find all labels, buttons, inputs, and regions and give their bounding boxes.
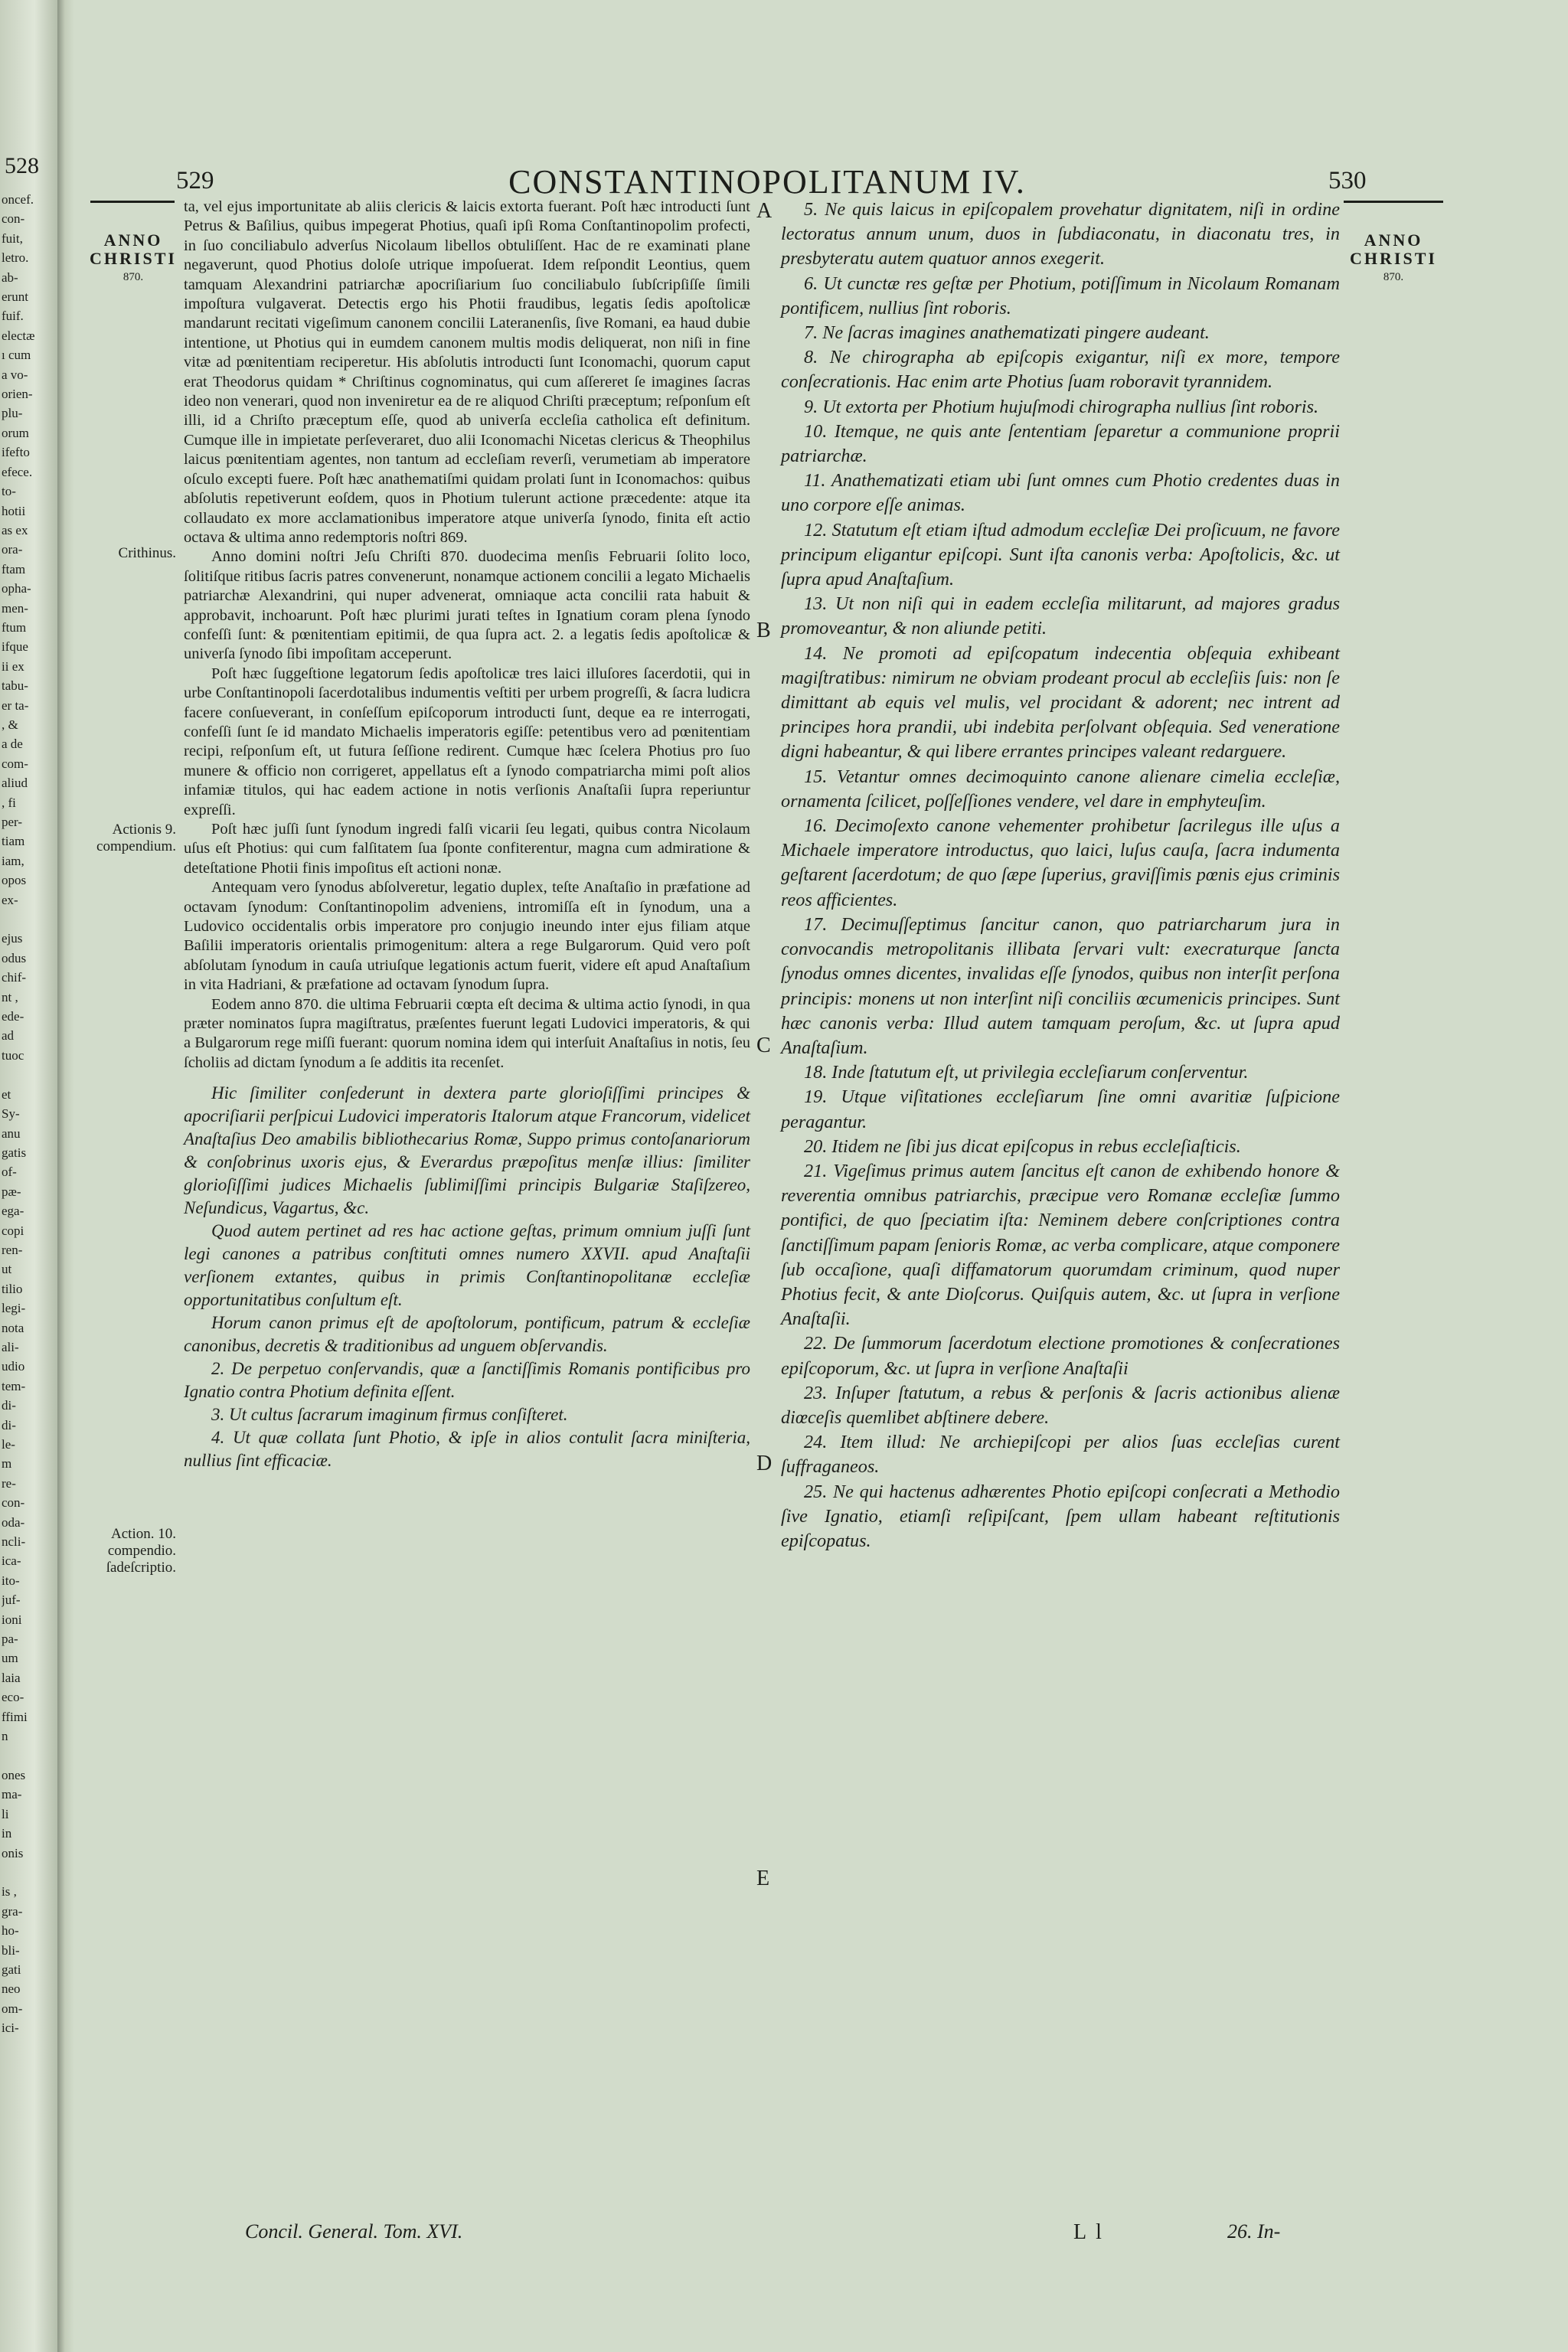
gutter-fragment: ut <box>2 1262 12 1277</box>
left-latin-paragraph: 3. Ut cultus ſacrarum imaginum firmus conſiſteret. <box>211 1405 568 1425</box>
gutter-fragment: letro. <box>2 250 29 266</box>
gutter-fragment: opos <box>2 873 27 888</box>
gutter-fragment: aliud <box>2 776 28 791</box>
gutter-fragment: ho- <box>2 1923 19 1939</box>
gutter-fragment: opha- <box>2 581 31 596</box>
gutter-fragment: ora- <box>2 542 23 557</box>
canon-paragraph: 11. Anathematizati etiam ubi ſunt omnes cum Photio credentes duas in uno corpore eſſe animas. <box>781 470 1340 516</box>
gutter-fragment: ab- <box>2 270 18 285</box>
gutter-fragment: orum <box>2 425 29 440</box>
gutter-fragment: udio <box>2 1359 25 1374</box>
gutter-fragment: ftum <box>2 619 27 635</box>
gutter-fragment: ones <box>2 1767 26 1782</box>
gutter-fragment: nt , <box>2 989 18 1004</box>
gutter-fragment: gati <box>2 1962 21 1977</box>
gutter-fragment: tem- <box>2 1378 26 1393</box>
canon-paragraph: 22. De ſummorum ſacerdotum electione promotiones & conſecrationes epiſcoporum, &c. ut ſupra in verſione Anaſtaſii <box>781 1333 1340 1379</box>
previous-page-gutter <box>0 0 57 2352</box>
gutter-fragment: pæ- <box>2 1184 21 1199</box>
canon-paragraph: 23. Inſuper ſtatutum, a rebus & perſonis & ſacris actionibus alienæ diœceſis quemlibet abſtinere debere. <box>781 1382 1340 1428</box>
canon-paragraph: 9. Ut extorta per Photium hujuſmodi chirographa nullius ſint roboris. <box>804 396 1319 417</box>
gutter-fragment: nota <box>2 1320 24 1335</box>
gutter-fragment: as ex <box>2 522 28 537</box>
canon-paragraph: 21. Vigeſimus primus autem ſancitus eſt canon de exhibendo honore & reverentia omnibus patriarchis, præcipue vero Romanæ eccleſiæ ſummo pontifici, de quo ſpeciatim iſta: Neminem debere conſcriptiones contra ſanctiſſimum papam ſenioris Romæ, ac verba complicare, atque componere ſub occaſione, quaſi diffamatorum quorumdam criminum, quod nuper Photius fecit, & ante Dioſcorus. Quiſquis autem, &c. ut ſupra in verſione Anaſtaſii. <box>781 1160 1340 1330</box>
gutter-fragment: oda- <box>2 1514 25 1530</box>
gutter-fragment: in <box>2 1826 12 1841</box>
gutter-fragment: ftam <box>2 561 26 577</box>
gutter-fragment: ifque <box>2 639 28 655</box>
left-latin-paragraph: 4. Ut quæ collata ſunt Photio, & ipſe in alios contulit ſacra miniſteria, nullius ſint efficaciæ. <box>184 1428 750 1471</box>
gutter-fragment: oncef. <box>2 192 34 207</box>
section-letter-e: E <box>756 1867 770 1890</box>
canon-paragraph: 25. Ne qui hactenus adhærentes Photio epiſcopi conſecrati a Methodio ſive Ignatio, etiamſi reſipiſcant, ſpem ullam habeant reſtitutionis epiſcopatus. <box>781 1481 1340 1551</box>
canon-paragraph: 15. Vetantur omnes decimoquinto canone alienare cimelia eccleſiæ, ornamenta ſcilicet, poſſeſſiones vendere, vel dare in emphyteuſim. <box>781 766 1340 812</box>
gutter-fragment: of- <box>2 1165 17 1180</box>
gutter-fragment: ioni <box>2 1612 22 1627</box>
gutter-fragment: ad <box>2 1028 15 1044</box>
gutter-fragment: eco- <box>2 1690 24 1705</box>
gutter-fragment: legi- <box>2 1301 26 1316</box>
gutter-fragment: fuit, <box>2 230 23 246</box>
gutter-fragment: ii ex <box>2 658 24 674</box>
gutter-fragment: is , <box>2 1884 17 1900</box>
right-text-column <box>781 198 1340 2265</box>
left-paragraph: Poſt hæc ſuggeſtione legatorum ſedis apoſtolicæ tres laici illuſores ſacerdotii, qui in urbe Conſtantinopoli ſacerdotalibus indumentis veſtiti per urbem progreſſi, & ſacra ludicra facere conſueverant, in conſeſſum epiſcoporum introducti ſunt, deque ea re interrogati, confeſſi ſunt ſe id mandato Michaelis imperatoris egiſſe: petentibus vero ad pœnitentiam recipi, reſponſum eſt, ut futura ſeſſione redirent. Cumque hæc ſcelera Photius pro ſuo munere & officio non corrigeret, appellatus eſt a ſynodo compatriarcha mimi poſt alios infamiæ titulos, qui hac eadem actione in notis verſionis Anaſtaſii ſupra reperiuntur expreſſi. <box>184 665 750 818</box>
canon-paragraph: 17. Decimuſſeptimus ſancitur canon, quo patriarcharum jura in convocandis metropolitanis illibata ſervari vult: execraturque ſancta ſynodus omnes dicentes, invalidas eſſe ſynodos, quibus non interſit perſona principis: monens ut non interſint niſi conciliis œcumenicis principes. Sunt hæc canonis verba: Illud autem tamquam peroſum, &c. ut ſupra apud Anaſtaſium. <box>781 913 1340 1058</box>
canon-paragraph: 10. Itemque, ne quis ante ſententiam ſeparetur a communione proprii patriarchæ. <box>781 420 1340 467</box>
gutter-fragment: le- <box>2 1437 15 1452</box>
canon-paragraph: 7. Ne ſacras imagines anathematizati pingere audeant. <box>804 322 1210 344</box>
anno-christi-left: ANNO CHRISTI 870. <box>90 230 177 283</box>
left-latin-paragraph: Hic ſimiliter conſederunt in dextera parte glorioſiſſimi principes & apocriſiarii perſpicui Ludovici imperatoris Italorum atque Francorum, videlicet Anaſtaſius Deo amabilis bibliothecarius Romæ, Suppo primus contoſanariorum & conſobrinus uxoris ejus, & Everardus præpoſitus menſæ illius: ſimiliter glorioſiſſimi judices Michaelis ſublimiſſimi principis Bulgariæ Staſiſzereo, Neſundicus, Vagartus, &c. <box>184 1083 750 1218</box>
gutter-fragment <box>2 910 57 929</box>
gutter-fragment: re- <box>2 1475 16 1491</box>
gutter-fragment: chif- <box>2 970 27 985</box>
gutter-fragment: iam, <box>2 853 24 868</box>
gutter-fragment: gra- <box>2 1903 23 1919</box>
gutter-fragment <box>2 1863 57 1882</box>
book-fold-shadow <box>57 0 74 2352</box>
right-page-number: 530 <box>1328 167 1367 194</box>
gutter-fragment: laia <box>2 1670 21 1685</box>
canon-paragraph: 24. Item illud: Ne archiepiſcopi per alios ſuas eccleſias curent ſuffraganeos. <box>781 1432 1340 1478</box>
left-paragraph: Anno domini noſtri Jeſu Chriſti 870. duodecima menſis Februarii ſolito loco, ſolitiſque ritibus ſacris patres convenerunt, nonamque actionem concilii a legato Michaelis patriarchæ Alexandrini, qui nuper advenerat, omniaque acta concilii rata habuit & approbavit, inchoarunt. Poſt hæc plurimi jurati teſtes in Ignatium coram plena ſynodo confeſſi ſunt: & pœnitentiam epitimii, de qua ſupra act. 2. a legatis ſedis apoſtolicæ & univerſa ſynodo ſibi impoſitam acceperunt. <box>184 548 750 663</box>
gutter-fragment: orien- <box>2 387 33 402</box>
gutter-fragment: men- <box>2 600 28 616</box>
footer-volume-reference: Concil. General. Tom. XVI. <box>245 2220 463 2243</box>
canon-paragraph: 16. Decimoſexto canone vehementer prohibetur ſacrilegus ille uſus a Michaele imperatore introductus, quo laici, luſus cauſa, ſacra indumenta geſtarent ſacerdotum; de quo ſæpe ſuperius, graviſſimis pœnis ejus criminis reos afficientes. <box>781 815 1340 910</box>
gutter-text-fragments <box>2 190 57 2038</box>
canon-paragraph: 14. Ne promoti ad epiſcopatum indecentia obſequia exhibeant magiſtratibus: nimirum ne obviam prodeant procul ab eccleſiis ſuis: non ſe dimittant ab equis vel mulis, vel procidant & adorent; nec intrent ad principes hora prandii, ubi indebita perſolvant obſequia. Sed veneratione digni habeantur, & qui libere errantes principes valeant redarguere. <box>781 642 1340 763</box>
canon-paragraph: 5. Ne quis laicus in epiſcopalem provehatur dignitatem, niſi in ordine lectoratus annum unum, duos in ſubdiaconatu, in diaconatu tres, in presbyteratu autem quatuor annos exegerit. <box>781 199 1340 270</box>
gutter-fragment: tabu- <box>2 678 28 694</box>
gutter-fragment: anu <box>2 1125 21 1141</box>
gutter-fragment: , & <box>2 717 18 732</box>
gutter-fragment: ica- <box>2 1553 21 1569</box>
gutter-fragment: ffimi <box>2 1709 28 1724</box>
left-paragraph: Antequam vero ſynodus abſolveretur, legatio duplex, teſte Anaſtaſio in præfatione ad octavam ſynodum: Conſtantinopolim adveniens, intromiſſa eſt in ſynodum, una a Ludovico occidentalis orbis imperatore pro conjugio ineundo inter ejus filiam atque Baſilii imperatoris orientalis primogenitum: altera a rege Bulgarorum. Quid vero poſt abſolutam ſynodum in cauſa utriuſque legationis actum fuerit, videre eſt apud Anaſtaſium in vita Hadriani, & præfatione ad octavam ſynodum ſupra. <box>184 879 750 994</box>
gutter-fragment <box>2 1746 57 1766</box>
gutter-fragment <box>2 1065 57 1084</box>
section-letter-d: D <box>756 1452 773 1475</box>
gutter-fragment: a vo- <box>2 367 28 382</box>
left-paragraph: Eodem anno 870. die ultima Februarii cœpta eſt decima & ultima actio ſynodi, in qua præter nominatos ſupra magiſtratus, præſentes fuerunt legati Ludovici imperatoris, & qui a Bulgarorum rege miſſi fuerant: quorum nomina idem qui interſuit Anaſtaſius in notis, ſeu ſcholiis ad dictam ſynodum a ſe additis ita recenſet. <box>184 995 750 1071</box>
previous-page-number: 528 <box>5 153 39 178</box>
left-latin-paragraph: 2. De perpetuo conſervandis, quæ a ſanctiſſimis Romanis pontificibus pro Ignatio contra Photium definita eſſent. <box>184 1359 750 1402</box>
gutter-fragment: di- <box>2 1417 16 1432</box>
canon-paragraph: 19. Utque viſitationes eccleſiarum ſine omni avaritiæ ſuſpicione peragantur. <box>781 1086 1340 1132</box>
gutter-fragment: li <box>2 1806 9 1821</box>
gutter-fragment: efece. <box>2 464 33 479</box>
gutter-fragment: Sy- <box>2 1106 20 1122</box>
canon-paragraph: 18. Inde ſtatutum eſt, ut privilegia eccleſiarum conſerventur. <box>804 1062 1249 1083</box>
gutter-fragment: hotii <box>2 503 26 518</box>
gutter-fragment: n <box>2 1729 8 1744</box>
gutter-fragment: pa- <box>2 1632 18 1647</box>
gutter-fragment: plu- <box>2 406 23 421</box>
gutter-fragment: to- <box>2 484 16 499</box>
footer-signature-mark: L l <box>1073 2220 1104 2244</box>
side-note-actio-9: Actionis 9. compendium. <box>96 822 176 854</box>
left-latin-paragraph: Quod autem pertinet ad res hac actione geſtas, primum omnium juſſi ſunt legi canones a patribus conſtituti omnes numero XXVII. apud Anaſtaſii verſionem extantes, quibus in primis Conſtantinopolitanæ eccleſiæ opportunitatibus conſultum eſt. <box>184 1221 750 1310</box>
gutter-fragment: con- <box>2 1495 25 1511</box>
side-note-crithinus: Crithinus. <box>118 545 176 561</box>
gutter-fragment: neo <box>2 1981 21 1997</box>
gutter-fragment: per- <box>2 815 23 829</box>
canon-paragraph: 20. Itidem ne ſibi jus dicat epiſcopus in rebus eccleſiaſticis. <box>804 1135 1241 1157</box>
gutter-fragment: ici- <box>2 2020 19 2036</box>
gutter-fragment: com- <box>2 756 28 771</box>
gutter-fragment: et <box>2 1086 11 1102</box>
gutter-fragment: electæ <box>2 328 35 343</box>
gutter-fragment: ito- <box>2 1573 20 1588</box>
left-paragraph: Poſt hæc juſſi ſunt ſynodum ingredi falſi vicarii ſeu legati, quibus contra Nicolaum uſus eſt Photius: qui cum falſitatem ſua ſponte confiterentur, magna cum admiratione & deteſtatione Photii finis impoſitus eſt actioni nonæ. <box>184 821 750 877</box>
anno-christi-right: ANNO CHRISTI 870. <box>1350 230 1437 283</box>
canon-paragraph: 8. Ne chirographa ab epiſcopis exigantur, niſi ex more, tempore conſecrationis. Hac enim arte Photius ſuam roboravit tyrannidem. <box>781 347 1340 393</box>
side-note-actio-10: Action. 10. compendio. ſadeſcriptio. <box>106 1526 176 1576</box>
canon-paragraph: 6. Ut cunctæ res geſtæ per Photium, potiſſimum in Nicolaum Romanam pontificem, nullius ſint roboris. <box>781 273 1340 318</box>
left-paragraph: ta, vel ejus importunitate ab aliis clericis & laicis extorta fuerant. Poſt hæc introducti ſunt Petrus & Baſilius, quibus impegerat Photius, quaſi ipſi Roma Conſtantinopolim profecti, in ſuo conciliabulo adverſus Nicolaum libellos obtuliſſent. Hac de re examinati plane negaverunt, quod Photius doloſe utrique impoſuerat. Idem reſpondit Leontius, quem tamquam Alexandrini patriarchæ apocriſiarium ſuo conciliabulo ſubſcripſiſſe ſimili impoſtura vulgaverat. Detectis ergo his Photii fraudibus, legatis ſedis apoſtolicæ mandarunt recitati vigeſimum canonem concilii Lateranenſis, ſive Romani, ea haud dubie intentione, ut Photius qui in eumdem canonem multis modis deliquerat, non niſi in fine vitæ ad pœnitentiam reciperetur. His abſolutis introducti ſunt Iconomachi, quorum caput erat Theodorus quidam * Chriſtinus cognominatus, qui cum aſſereret ſe imagines ſacras ideo non venerari, quod non inveniretur ea de re aliquod Chriſti præceptum; reſponſum eſt illi, id a Chriſto præceptum eſſe, quod ab univerſa eccleſia catholica eſt definitum. Cumque ille in impietate perſeveraret, duo alii Iconomachi Nicetas clericus & Theophilus laicus pœnitentiam agentes, non tantum ad eccleſiam reverſi, verumetiam ab imperatore oſculo excepti fuere. Poſt hæc anathematiſmi quidam prolati ſunt in Iconomachos: quibus abſolutis repetiverunt eoſdem, quos in Photium tulerunt actione præcedente: atque ita collaudato ex more acclamationibus imperatore atque univerſa ſynodo, finita eſt actio octava & ultima anno redemptoris noſtri 869. <box>184 198 750 546</box>
gutter-fragment: tuoc <box>2 1047 24 1063</box>
page-title: CONSTANTINOPOLITANUM IV. <box>508 163 1026 201</box>
gutter-fragment: juf- <box>2 1592 21 1608</box>
section-letter-b: B <box>756 619 771 642</box>
gutter-fragment: ali- <box>2 1339 19 1354</box>
gutter-fragment: tiam <box>2 834 25 849</box>
canon-paragraph: 12. Statutum eſt etiam iſtud admodum eccleſiæ Dei proſicuum, ne favore principum eligantur epiſcopi. Sunt iſta canonis verba: Apoſtolicis, &c. ut ſupra apud Anaſtaſium. <box>781 519 1340 590</box>
gutter-fragment: om- <box>2 2001 23 2016</box>
gutter-fragment: di- <box>2 1398 16 1413</box>
gutter-fragment: copi <box>2 1223 24 1238</box>
margin-rule-right <box>1344 201 1443 203</box>
gutter-fragment: ncli- <box>2 1534 26 1550</box>
left-latin-paragraph: Horum canon primus eſt de apoſtolorum, pontificum, patrum & eccleſiæ canonibus, decretis & traditionibus ad unguem obſervandis. <box>184 1313 750 1356</box>
section-letter-c: C <box>756 1034 771 1057</box>
gutter-fragment: bli- <box>2 1942 20 1958</box>
canon-paragraph: 13. Ut non niſi qui in eadem eccleſia militarunt, ad majores gradus promoveantur, & non aliunde petiti. <box>781 593 1340 639</box>
gutter-fragment: a de <box>2 737 23 752</box>
gutter-fragment: ı cum <box>2 348 31 363</box>
gutter-fragment: ejus <box>2 931 23 946</box>
gutter-fragment: ex- <box>2 892 18 907</box>
gutter-fragment: fuif. <box>2 309 24 324</box>
gutter-fragment: onis <box>2 1845 24 1860</box>
gutter-fragment: ma- <box>2 1787 22 1802</box>
gutter-fragment: ede- <box>2 1009 24 1024</box>
gutter-fragment: , fi <box>2 795 16 810</box>
section-letter-a: A <box>756 199 773 223</box>
gutter-fragment: ren- <box>2 1242 23 1257</box>
gutter-fragment: tilio <box>2 1281 23 1296</box>
gutter-fragment: ega- <box>2 1204 24 1219</box>
gutter-fragment: erunt <box>2 289 28 305</box>
gutter-fragment: gatis <box>2 1145 27 1160</box>
footer-catchword: 26. In- <box>1227 2220 1281 2243</box>
gutter-fragment: ifefto <box>2 445 30 460</box>
gutter-fragment: odus <box>2 950 27 965</box>
gutter-fragment: er ta- <box>2 697 29 713</box>
left-text-column <box>184 198 750 2265</box>
gutter-fragment: um <box>2 1651 18 1666</box>
margin-rule-left <box>90 201 175 203</box>
left-page-number: 529 <box>176 167 214 194</box>
gutter-fragment: con- <box>2 211 25 227</box>
gutter-fragment: m <box>2 1456 12 1472</box>
